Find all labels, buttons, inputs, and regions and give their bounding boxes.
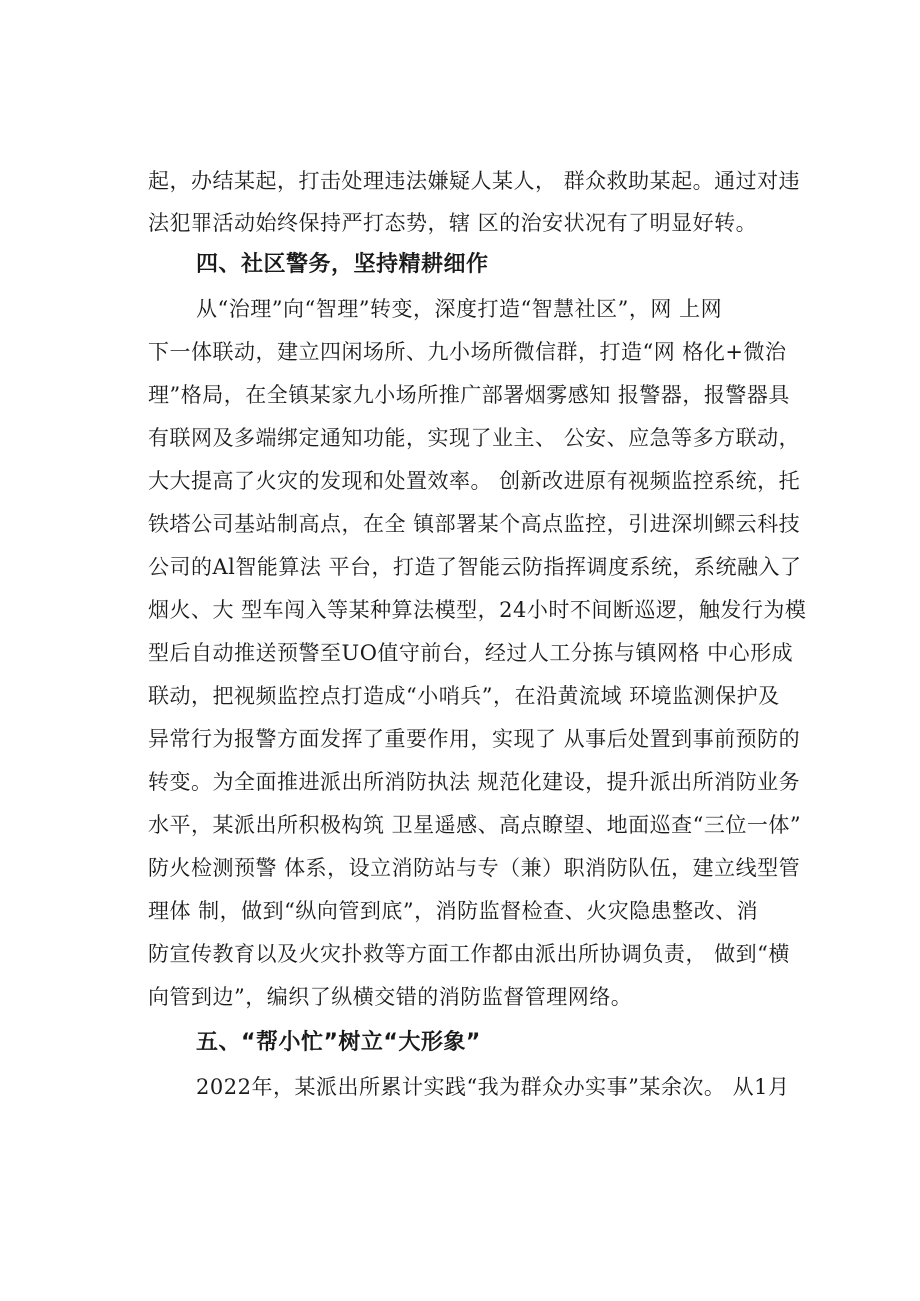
paragraph-line: 防火检测预警 体系，设立消防站与专（兼）职消防队伍，建立线型管	[148, 856, 801, 880]
paragraph-line: 转变。为全面推进派出所消防执法 规范化建设，提升派出所消防业务	[148, 770, 801, 794]
section-heading-4: 四、社区警务，坚持精耕细作	[196, 252, 489, 277]
paragraph-line: 从“治理”向“智理”转变，深度打造“智慧社区”，网 上网	[196, 297, 723, 321]
paragraph-line: 铁塔公司基站制高点，在全 镇部署某个高点监控，引进深圳鳏云科技	[148, 512, 801, 536]
paragraph-line: 起，办结某起，打击处理违法嫌疑人某人， 群众救助某起。通过对违	[148, 169, 801, 193]
paragraph-line: 理”格局，在全镇某家九小场所推广部署烟雾感知 报警器，报警器具	[148, 383, 790, 407]
paragraph-line: 烟火、大 型车闯入等某种算法模型，24小时不间断巡逻，触发行为模	[148, 598, 807, 622]
paragraph-line: 公司的Al智能算法 平台，打造了智能云防指挥调度系统，系统融入了	[148, 555, 802, 579]
paragraph-line: 有联网及多端绑定通知功能，实现了业主、 公安、应急等多方联动，	[148, 426, 801, 450]
paragraph-line: 水平，某派出所积极构筑 卫星遥感、高点瞭望、地面巡查“三位一体”	[148, 813, 802, 837]
paragraph-line: 大大提高了火灾的发现和处置效率。 创新改进原有视频监控系统，托	[148, 469, 801, 493]
paragraph-line: 联动，把视频监控点打造成“小哨兵”，在沿黄流域 环境监测保护及	[148, 684, 780, 708]
paragraph-line: 异常行为报警方面发挥了重要作用，实现了 从事后处置到事前预防的	[148, 727, 801, 751]
paragraph-line: 防宣传教育以及火灾扑救等方面工作都由派出所协调负责， 做到“横	[148, 942, 790, 966]
paragraph-line: 向管到边”，编织了纵横交错的消防监督管理网络。	[148, 985, 633, 1009]
section-heading-5: 五、“帮小忙”树立“大形象”	[196, 1030, 481, 1055]
paragraph-line: 2022年，某派出所累计实践“我为群众办实事”某余次。 从1月	[196, 1075, 790, 1099]
paragraph-line: 法犯罪活动始终保持严打态势，辖 区的治安状况有了明显好转。	[148, 211, 758, 235]
paragraph-line: 理体 制，做到“纵向管到底”，消防监督检查、火灾隐患整改、消	[148, 899, 759, 923]
paragraph-line: 型后自动推送预警至UO值守前台，经过人工分拣与镇网格 中心形成	[148, 641, 794, 665]
paragraph-line: 下一体联动，建立四闲场所、九小场所微信群，打造“网 格化+微治	[148, 340, 787, 364]
